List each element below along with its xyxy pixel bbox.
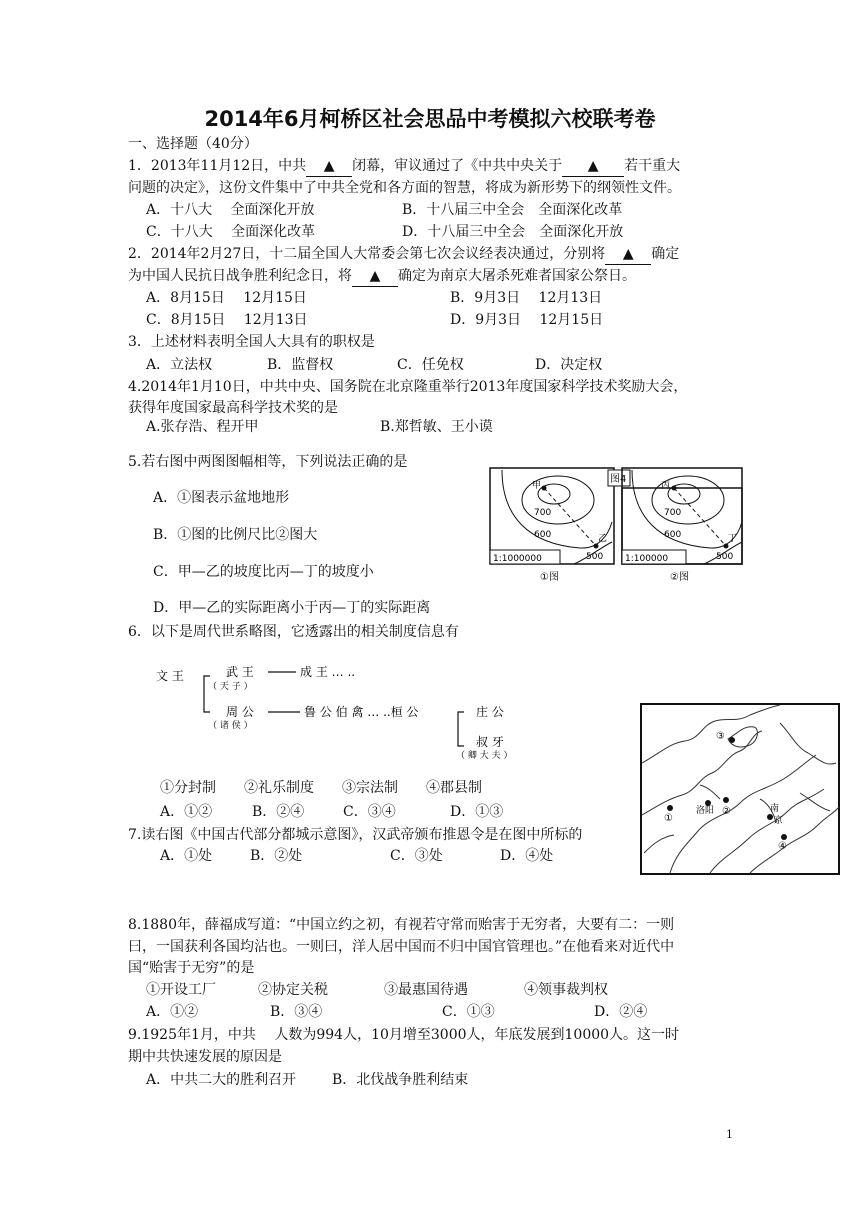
answer-blank[interactable]: ▲: [352, 266, 398, 287]
question-9-option-a[interactable]: A．中共二大的胜利召开: [146, 1072, 297, 1088]
capital-marker: [781, 834, 787, 840]
map-label-nanjing: 南: [770, 804, 780, 814]
map-caption: ②图: [670, 572, 689, 583]
question-1-option-a[interactable]: A．十八大 全面深化开放: [146, 202, 315, 218]
point-marker: [724, 544, 729, 549]
map-scale: 1:1000000: [493, 554, 542, 564]
question-7-option-d[interactable]: D．④处: [500, 848, 554, 864]
question-5-option-d[interactable]: D．甲—乙的实际距离小于丙—丁的实际距离: [153, 600, 431, 616]
contour-line: [632, 470, 742, 548]
genealogy-node-wuwang: 武 王: [226, 665, 254, 679]
map-label-2: ②: [722, 806, 731, 817]
question-8-option-d[interactable]: D．②④: [594, 1004, 648, 1020]
point-label-a: 甲: [532, 481, 542, 491]
contour-label: 500: [586, 552, 604, 562]
question-9-option-b[interactable]: B．北伐战争胜利结束: [332, 1072, 469, 1088]
answer-blank[interactable]: ▲: [605, 244, 651, 265]
answer-blank[interactable]: ▲: [306, 156, 352, 177]
contour-label: 500: [716, 552, 734, 562]
genealogy-rank-qingdafu: （ 卿 大 夫 ）: [456, 751, 513, 761]
question-4-stem-line2: 获得年度国家最高科学技术奖的是: [128, 400, 338, 416]
question-1-stem: 1．2013年11月12日，中共 ▲ 闭幕，审议通过了《中共中央关于 ▲ 若干重大: [128, 156, 680, 177]
question-2-option-b[interactable]: B．9月3日 12月13日: [450, 290, 603, 306]
question-1-option-b[interactable]: B．十八届三中全会 全面深化改革: [402, 202, 623, 218]
genealogy-rank-zhuhou: （ 诸 侯 ）: [208, 721, 253, 731]
genealogy-node-wenwang: 文 王: [156, 669, 184, 683]
capital-marker: [667, 805, 673, 811]
question-5-stem: 5.若右图中两图图幅相等，下列说法正确的是: [128, 454, 408, 470]
question-9-stem: 9.1925年1月，中共 人数为994人，10月增至3000人，年底发展到10000人。这一时: [128, 1027, 680, 1043]
genealogy-node-zhougong: 周 公: [226, 705, 254, 719]
point-label-b: 丁: [728, 534, 738, 544]
question-4-option-b[interactable]: B.郑哲敏、王小谟: [380, 419, 493, 435]
question-6-option-b[interactable]: B．②④: [252, 804, 305, 820]
question-4-option-a[interactable]: A.张存浩、程开甲: [146, 419, 259, 435]
question-8-items: ①开设工厂 ②协定关税 ③最惠国待遇 ④领事裁判权: [146, 982, 608, 998]
question-8-option-a[interactable]: A．①②: [146, 1004, 199, 1020]
answer-blank[interactable]: ▲: [562, 156, 624, 177]
page-title: 2014年6月柯桥区社会思品中考模拟六校联考卷: [204, 107, 656, 131]
contour-label: 600: [534, 530, 552, 540]
contour-label: 600: [664, 530, 682, 540]
question-2-stem-line2: 为中国人民抗日战争胜利纪念日，将 ▲ 确定为南京大屠杀死难者国家公祭日。: [128, 266, 636, 287]
question-8-stem-line3: 国“贻害于无穷”的是: [128, 960, 255, 976]
question-7-stem: 7.读右图《中国古代部分都城示意图》，汉武帝颁布推恩令是在图中所标的: [128, 827, 583, 843]
map-label-nanjing: 京: [774, 816, 784, 826]
map-frame: [641, 704, 839, 874]
question-6-stem: 6．以下是周代世系略图，它透露出的相关制度信息有: [128, 624, 459, 640]
question-7-option-a[interactable]: A．①处: [160, 848, 213, 864]
question-7-option-c[interactable]: C．③处: [390, 848, 443, 864]
ancient-capitals-map: [640, 703, 840, 875]
point-marker: [594, 544, 599, 549]
genealogy-node-shuya: 叔 牙: [476, 735, 504, 749]
map-label-4: ④: [778, 841, 787, 852]
capital-marker: [729, 737, 735, 743]
genealogy-bracket: [458, 712, 464, 746]
question-3-stem: 3．上述材料表明全国人大具有的职权是: [128, 334, 375, 350]
question-8-stem-line2: 曰，一国获利各国均沾也。一则曰，洋人居中国而不归中国官管理也。”在他看来对近代中: [128, 939, 675, 955]
map-scale: 1:100000: [625, 554, 669, 564]
question-8-stem: 8.1880年，薛福成写道：“中国立约之初，有视若守常而贻害于无穷者，大要有二：一则: [128, 917, 675, 933]
question-9-stem-line2: 期中共快速发展的原因是: [128, 1049, 282, 1065]
profile-line: [674, 488, 726, 546]
point-marker: [672, 486, 677, 491]
question-2-option-a[interactable]: A．8月15日 12月15日: [146, 290, 307, 306]
question-3-option-a[interactable]: A．立法权: [146, 357, 213, 373]
question-2-option-c[interactable]: C．8月15日 12月13日: [146, 312, 308, 328]
page-number: 1: [726, 1128, 733, 1141]
question-4-stem: 4.2014年1月10日，中共中央、国务院在北京隆重举行2013年度国家科学技术奖励大会，: [128, 379, 688, 395]
capital-marker: [723, 797, 729, 803]
genealogy-node-zhuanggong: 庄 公: [476, 705, 504, 719]
contour-map-figure: [488, 466, 746, 586]
question-1-option-d[interactable]: D．十八届三中全会 全面深化开放: [402, 224, 624, 240]
capital-marker: [767, 814, 773, 820]
question-3-option-d[interactable]: D．决定权: [535, 357, 603, 373]
question-5-option-b[interactable]: B．①图的比例尺比②图大: [153, 527, 318, 543]
question-8-option-c[interactable]: C．①③: [442, 1004, 495, 1020]
question-2-option-d[interactable]: D．9月3日 12月15日: [450, 312, 604, 328]
point-label-b: 乙: [598, 534, 608, 544]
question-8-option-b[interactable]: B．③④: [270, 1004, 323, 1020]
point-marker: [542, 486, 547, 491]
question-3-option-c[interactable]: C．任免权: [397, 357, 464, 373]
genealogy-node-lugong: 鲁 公 伯 禽 … ..桓 公: [304, 705, 419, 719]
genealogy-node-chengwang: 成 王 … ..: [300, 665, 356, 679]
question-3-option-b[interactable]: B．监督权: [267, 357, 334, 373]
map-label-1: ①: [664, 813, 673, 824]
question-5-option-c[interactable]: C．甲—乙的坡度比丙—丁的坡度小: [153, 564, 374, 580]
question-1-stem-line2: 问题的决定》，这份文件集中了中共全党和各方面的智慧，将成为新形势下的纲领性文件。: [128, 180, 681, 196]
figure-label: 图4: [610, 474, 627, 485]
question-6-option-c[interactable]: C．③④: [343, 804, 396, 820]
question-6-option-d[interactable]: D．①③: [450, 804, 504, 820]
point-label-a: 丙: [661, 481, 671, 491]
section-heading: 一、选择题（40分）: [128, 136, 258, 152]
question-6-items: ①分封制 ②礼乐制度 ③宗法制 ④郡县制: [160, 780, 482, 796]
question-7-option-b[interactable]: B．②处: [250, 848, 303, 864]
question-2-stem: 2．2014年2月27日，十二届全国人大常委会第七次会议经表决通过，分别将 ▲ 确定: [128, 244, 679, 265]
question-5-option-a[interactable]: A．①图表示盆地地形: [153, 490, 290, 506]
genealogy-rank-tianzi: （ 天 子 ）: [208, 682, 253, 692]
map-caption: ①图: [540, 572, 559, 583]
contour-label: 700: [534, 508, 552, 518]
question-1-option-c[interactable]: C．十八大 全面深化改革: [146, 224, 316, 240]
zhou-genealogy-chart: [150, 660, 550, 764]
question-6-option-a[interactable]: A．①②: [160, 804, 213, 820]
map-label-3: ③: [716, 731, 725, 742]
map-label-luoyang: 洛阳: [696, 806, 715, 816]
contour-label: 700: [664, 508, 682, 518]
